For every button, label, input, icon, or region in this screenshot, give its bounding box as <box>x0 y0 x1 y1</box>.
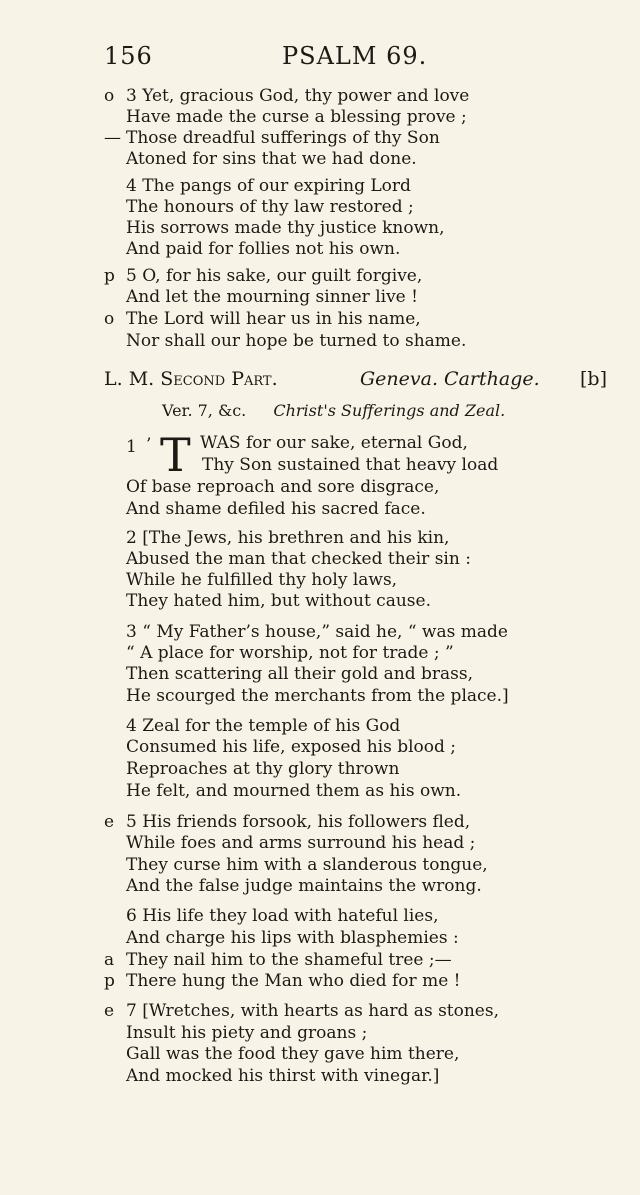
dynamic-mark: o <box>104 86 115 106</box>
verse-text: Of base reproach and sore disgrace, <box>126 477 440 497</box>
verse-text: Gall was the food they gave him there, <box>126 1044 460 1064</box>
meter: L. M. <box>104 368 155 390</box>
verse-text: WAS for our sake, eternal God, <box>200 433 468 453</box>
verse-text: There hung the Man who died for me ! <box>126 971 461 991</box>
verse-text: They nail him to the shameful tree ;— <box>126 950 452 970</box>
verse-text: The honours of thy law restored ; <box>126 197 414 217</box>
verse-text: 4 Zeal for the temple of his God <box>126 716 401 736</box>
dynamic-mark: p <box>104 266 115 286</box>
verse-text: Have made the curse a blessing prove ; <box>126 107 467 127</box>
verse-text: And let the mourning sinner live ! <box>126 287 418 307</box>
part-heading <box>104 368 620 390</box>
verse-text: Atoned for sins that we had done. <box>126 149 417 169</box>
verse-text: Insult his piety and groans ; <box>126 1023 368 1043</box>
verse-text: 3 Yet, gracious God, thy power and love <box>126 86 470 106</box>
page-number: 156 <box>104 42 153 70</box>
verse-text: Consumed his life, exposed his blood ; <box>126 737 457 757</box>
verse-text: He scourged the merchants from the place.] <box>126 686 509 706</box>
verse-text: And shame defiled his sacred face. <box>126 499 426 519</box>
dynamic-mark: e <box>104 1001 115 1021</box>
verse-text: Abused the man that checked their sin : <box>126 549 471 569</box>
verse-text: Reproaches at thy glory thrown <box>126 759 400 779</box>
verse-text: And charge his lips with blasphemies : <box>126 928 459 948</box>
drop-cap: T <box>160 428 191 482</box>
verse-text: And the false judge maintains the wrong. <box>126 876 482 896</box>
verse-text: They curse him with a slanderous tongue, <box>126 855 488 875</box>
verse-text: While foes and arms surround his head ; <box>126 833 476 853</box>
part-name: Second Part. <box>160 368 278 390</box>
verse-text: Nor shall our hope be turned to shame. <box>126 331 467 351</box>
verse-text: Then scattering all their gold and brass, <box>126 664 474 684</box>
tune-names: Geneva. Carthage. <box>360 368 540 390</box>
verse-text: 2 [The Jews, his brethren and his kin, <box>126 528 450 548</box>
part-topic: Christ's Sufferings and Zeal. <box>273 401 506 420</box>
verse-text: His sorrows made thy justice known, <box>126 218 445 238</box>
verse-text: 4 The pangs of our expiring Lord <box>126 176 411 196</box>
verse-text: And paid for follies not his own. <box>126 239 401 259</box>
verse-text: 5 O, for his sake, our guilt forgive, <box>126 266 423 286</box>
verse-text: While he fulfilled thy holy laws, <box>126 570 398 590</box>
verse-text: The Lord will hear us in his name, <box>126 309 421 329</box>
verse-text: Thy Son sustained that heavy load <box>202 455 499 475</box>
page-title: PSALM 69. <box>282 42 428 70</box>
verse-text: 6 His life they load with hateful lies, <box>126 906 439 926</box>
stanza-number: 1 <box>126 437 137 457</box>
dynamic-mark: a <box>104 950 115 970</box>
verse-text: Those dreadful sufferings of thy Son <box>126 128 440 148</box>
dynamic-mark: — <box>104 128 121 148</box>
verse-text: And mocked his thirst with vinegar.] <box>126 1066 440 1086</box>
verse-text: They hated him, but without cause. <box>126 591 431 611</box>
verse-text: He felt, and mourned them as his own. <box>126 781 462 801</box>
part-subheading <box>162 401 505 420</box>
verse-reference: Ver. 7, &c. <box>162 401 247 420</box>
verse-text: 3 “ My Father’s house,” said he, “ was made <box>126 622 508 642</box>
dynamic-mark: o <box>104 309 115 329</box>
verse-text: 5 His friends forsook, his followers fled, <box>126 812 471 832</box>
page-header <box>104 42 434 76</box>
dynamic-mark: p <box>104 971 115 991</box>
apostrophe: ’ <box>146 435 152 455</box>
verse-text: 7 [Wretches, with hearts as hard as stones, <box>126 1001 499 1021</box>
dynamic-mark: e <box>104 812 115 832</box>
verse-text: “ A place for worship, not for trade ; ” <box>126 643 454 663</box>
key-code: [b] <box>580 368 607 390</box>
